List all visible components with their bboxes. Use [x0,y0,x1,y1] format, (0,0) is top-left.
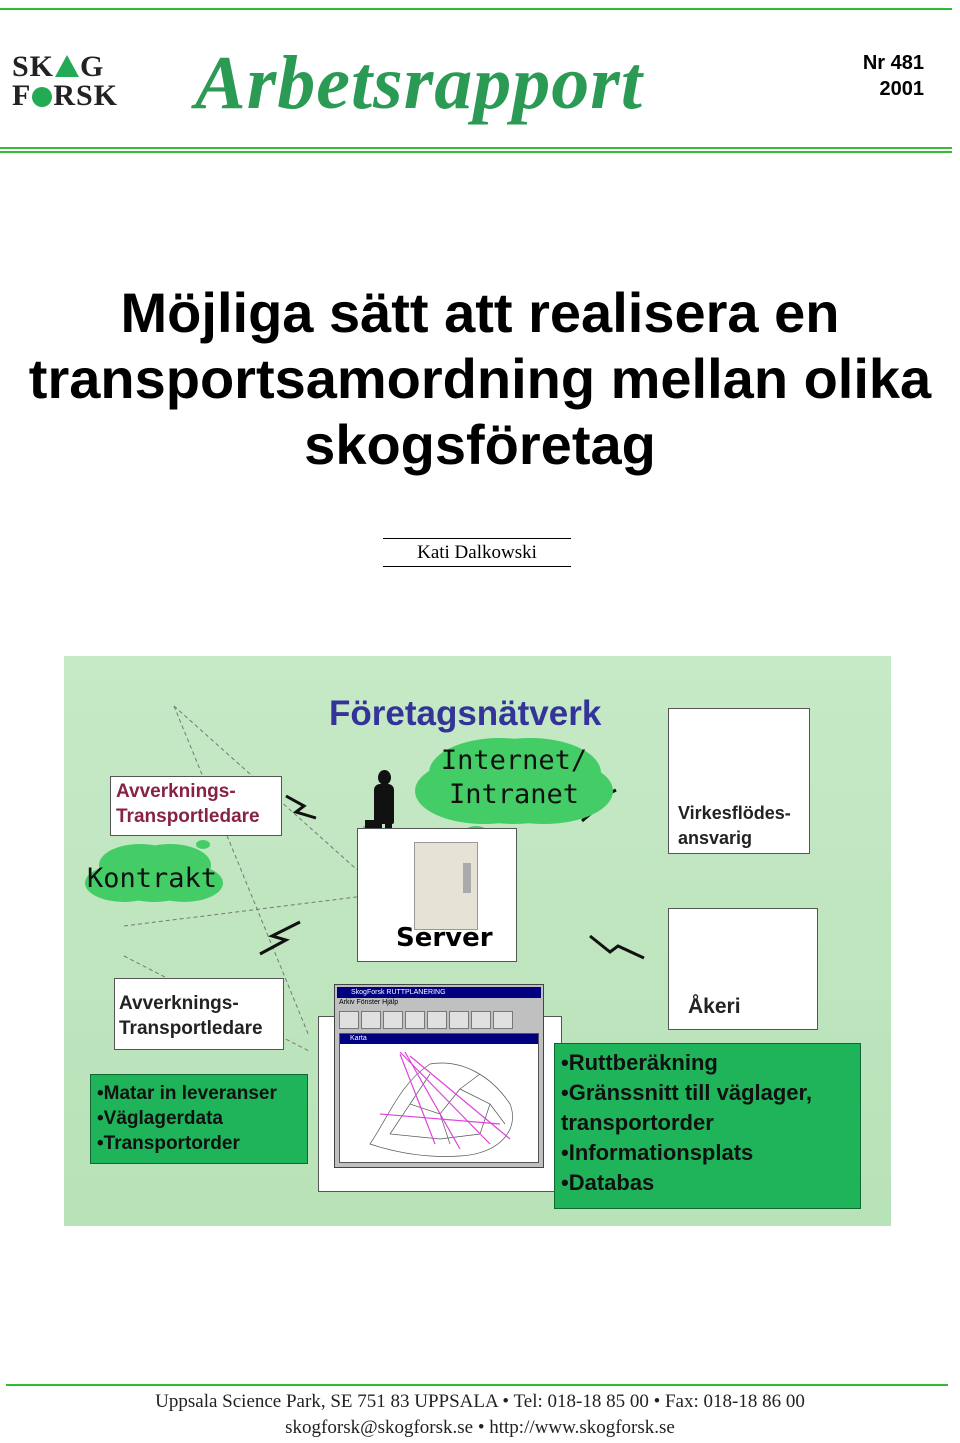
kontrakt-cloud-text: Kontrakt [86,863,218,894]
toolbar-button[interactable] [427,1011,447,1029]
list-item: •Transportorder [97,1133,240,1154]
desktop-computer-icon [700,714,790,794]
triangle-icon [55,55,79,77]
issue-info [863,50,924,102]
list-item: •Databas [561,1170,655,1195]
server-label: Server [396,923,493,953]
author-name: Kati Dalkowski [383,538,571,567]
toolbar-button[interactable] [361,1011,381,1029]
list-item: •Matar in leveranser [97,1083,277,1104]
figure-title: Företagsnätverk [329,694,602,733]
zoom-out-icon[interactable] [493,1011,513,1029]
transport-leader-label-1: Avverknings- Transportledare [116,781,260,827]
header [0,0,960,160]
laptop-icon [100,696,180,772]
list-item: transportorder [561,1110,714,1135]
transport-leader-label-2: Avverknings- Transportledare [119,993,263,1039]
title-line: transportsamordning mellan olika [28,347,932,410]
internet-cloud-text: Internet/ Intranet [440,745,588,810]
list-item: •Ruttberäkning [561,1050,718,1075]
title-line: skogsföretag [304,413,656,476]
map-subwindow [339,1033,539,1163]
virkes-label: Virkesflödes- ansvarig [678,803,791,848]
desktop-computer-icon [698,916,788,996]
toolbar-button[interactable] [339,1011,359,1029]
title-line: Möjliga sätt att realisera en [120,281,840,344]
route-map[interactable] [340,1044,538,1162]
app-toolbar [339,1011,515,1029]
left-feature-list [90,1074,308,1164]
report-title [0,280,960,478]
header-rule-2 [0,151,952,153]
route-planning-window [334,984,544,1168]
app-titlebar: SkogForsk RUTTPLANERING [337,987,541,998]
footer-contact: skogforsk@skogforsk.se • http://www.skogforsk.se [285,1417,675,1438]
zoom-in-icon[interactable] [471,1011,491,1029]
cloud-puff [196,840,210,849]
app-menu: Arkiv Fönster Hjälp [339,999,399,1006]
footer-rule [6,1384,948,1386]
toolbar-button[interactable] [405,1011,425,1029]
skogforsk-logo: SK G F RSK [12,50,119,112]
list-item: •Informationsplats [561,1140,754,1165]
list-item: •Väglagerdata [97,1108,223,1129]
map-subwindow-title: Karta [340,1034,538,1044]
header-rule [0,147,952,149]
server-icon [414,842,478,930]
issue-year: 2001 [879,78,924,100]
footer-address: Uppsala Science Park, SE 751 83 UPPSALA • Tel: 018-18 85 00 • Fax: 018-18 86 00 [155,1391,805,1412]
right-feature-list [554,1043,861,1209]
list-item: •Gränssnitt till väglager, [561,1080,813,1105]
issue-number: Nr 481 [862,52,924,74]
masthead-title: Arbetsrapport [195,41,643,125]
toolbar-button[interactable] [449,1011,469,1029]
akeri-label: Åkeri [688,995,741,1018]
circle-icon [32,87,52,107]
network-figure [64,656,891,1226]
toolbar-button[interactable] [383,1011,403,1029]
